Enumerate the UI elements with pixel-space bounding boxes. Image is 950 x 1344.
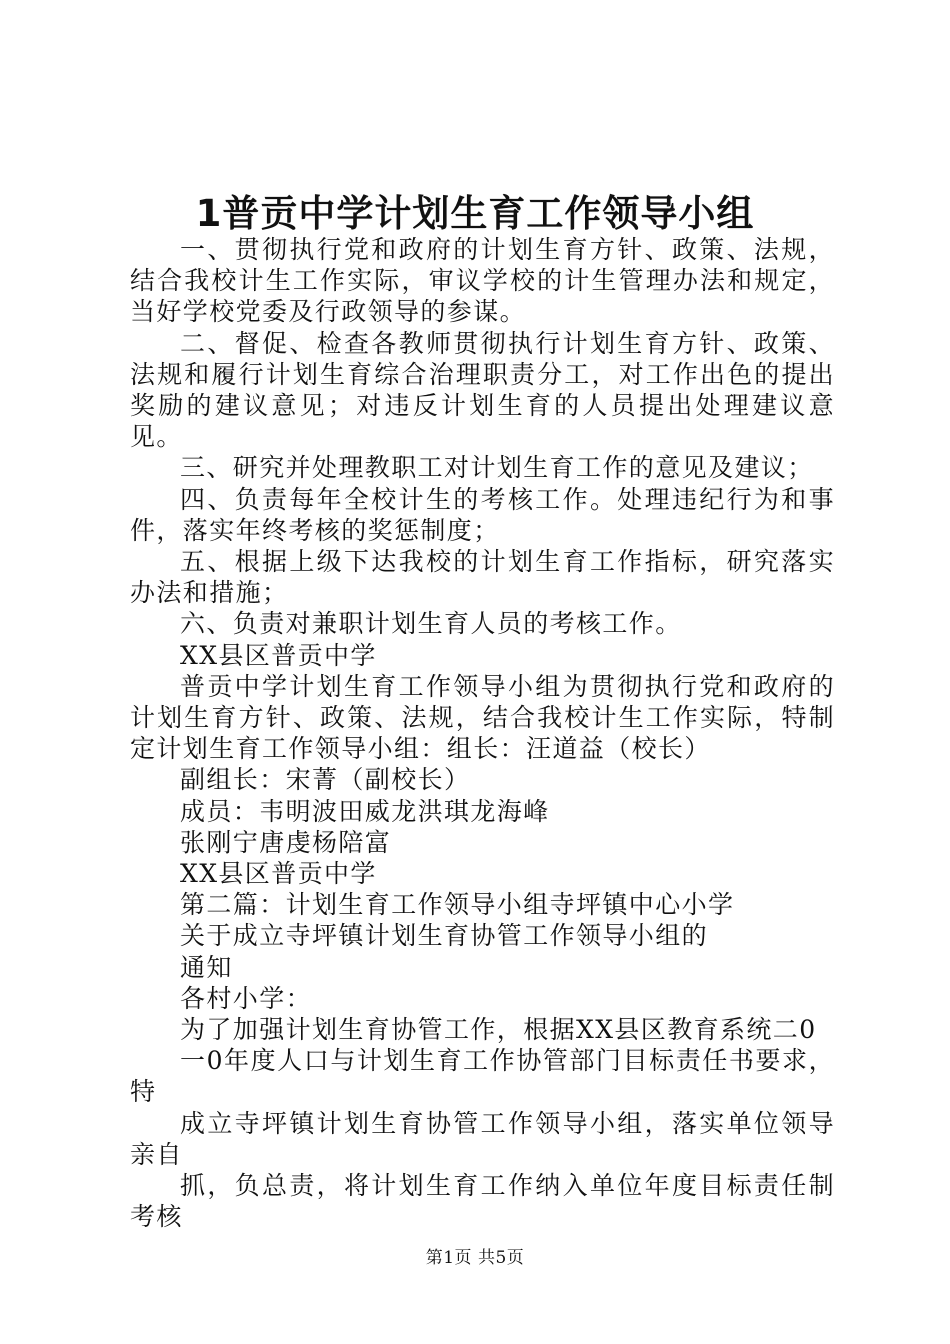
notice-title-line-1: 关于成立寺坪镇计划生育协管工作领导小组的 bbox=[180, 921, 709, 951]
document-body bbox=[130, 234, 835, 1233]
paragraph-group-intro: 普贡中学计划生育工作领导小组为贯彻执行党和政府的计划生育方针、政策、法规，结合我校计生工作实际，特制定计划生育工作领导小组：组长：汪道益（校长） bbox=[130, 671, 835, 764]
paragraph-5: 五、根据上级下达我校的计划生育工作指标，研究落实办法和措施； bbox=[130, 547, 835, 608]
paragraph-6: 六、负责对兼职计划生育人员的考核工作。 bbox=[180, 609, 682, 639]
notice-line-3: 成立寺坪镇计划生育协管工作领导小组，落实单位领导亲自 bbox=[130, 1108, 835, 1169]
paragraph-1: 一、贯彻执行党和政府的计划生育方针、政策、法规，结合我校计生工作实际，审议学校的计生管理办法和规定，当好学校党委及行政领导的参谋。 bbox=[130, 235, 835, 327]
notice-title-line-2: 通知 bbox=[180, 952, 233, 982]
notice-addressee: 各村小学： bbox=[180, 983, 313, 1013]
notice-line-4: 抓，负总责，将计划生育工作纳入单位年度目标责任制考核 bbox=[130, 1171, 835, 1232]
paragraph-vice-leader: 副组长：宋菁（副校长） bbox=[180, 765, 471, 795]
notice-line-2: 一0年度人口与计划生育工作协管部门目标责任书要求，特 bbox=[130, 1046, 835, 1107]
paragraph-2: 二、督促、检查各教师贯彻执行计划生育方针、政策、法规和履行计划生育综合治理职责分工，对工作出色的提出奖励的建议意见；对违反计划生育的人员提出处理建议意见。 bbox=[130, 328, 835, 452]
school-signature-1: XX县区普贡中学 bbox=[180, 640, 377, 670]
paragraph-members: 成员：韦明波田威龙洪琪龙海峰 bbox=[180, 796, 550, 826]
section-heading-part-2: 第二篇：计划生育工作领导小组寺坪镇中心小学 bbox=[180, 890, 735, 920]
document-title: 1普贡中学计划生育工作领导小组 bbox=[195, 192, 755, 235]
paragraph-members-2: 张刚宁唐虔杨陪富 bbox=[180, 827, 392, 857]
paragraph-3: 三、研究并处理教职工对计划生育工作的意见及建议； bbox=[180, 453, 814, 483]
page-footer: 第1页 共5页 bbox=[425, 1248, 525, 1268]
notice-line-1: 为了加强计划生育协管工作，根据XX县区教育系统二0 bbox=[180, 1015, 817, 1045]
paragraph-4: 四、负责每年全校计生的考核工作。处理违纪行为和事件，落实年终考核的奖惩制度； bbox=[130, 484, 835, 545]
school-signature-2: XX县区普贡中学 bbox=[180, 859, 377, 889]
